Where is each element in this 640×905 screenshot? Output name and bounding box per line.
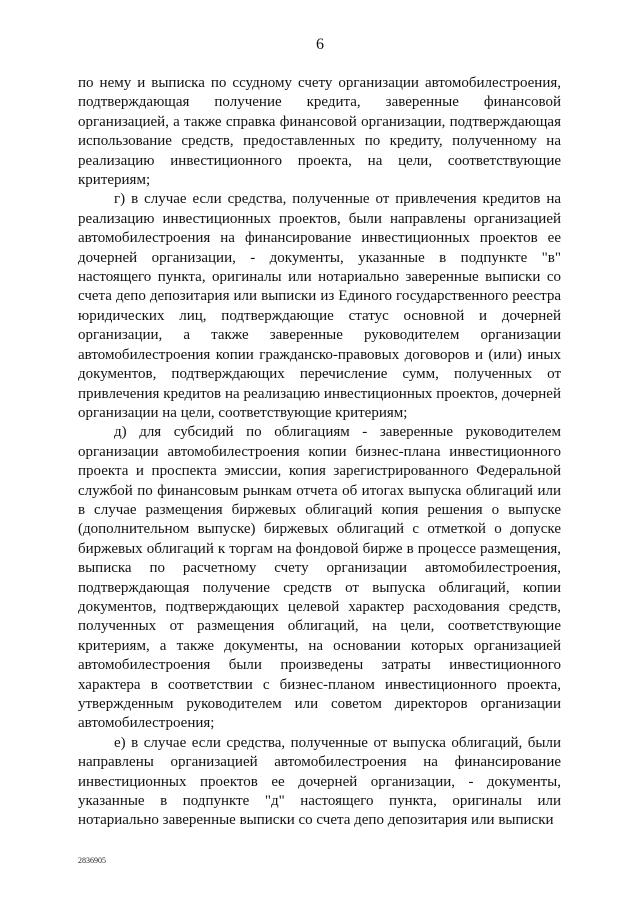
paragraph-item-g: г) в случае если средства, полученные от привлечения кредитов на реализацию инвестиционных проектов, были направлены организацией автомобилестроения на финансирование инвестиционных проектов ее дочерней организации, - документы, указанные в подпункте "в" настоящего пункта, оригиналы или нотариально заверенные выписки со счета депо депозитария или выписки из Единого государственного реестра юридических лиц, подтверждающие статус основной и дочерней организации, а также заверенные руководителем организации автомобилестроения копии гражданско-правовых договоров и (или) иных документов, подтверждающих перечисление сумм, полученных от привлечения кредитов на реализацию инвестиционных проектов, дочерней организации на цели, соответствующие критериям; bbox=[78, 191, 561, 421]
paragraph-continuation: по нему и выписка по ссудному счету организации автомобилестроения, подтверждающая получение кредита, заверенные финансовой организацией, а также справка финансовой организации, подтверждающая использование средств, предоставленных по кредиту, полученному на реализацию инвестиционного проекта, на цели, соответствующие критериям; bbox=[78, 75, 561, 189]
page-number: 6 bbox=[316, 36, 324, 53]
footer-document-code: 2836905 bbox=[78, 856, 106, 865]
paragraph-item-e: е) в случае если средства, полученные от выпуска облигаций, были направлены организацией автомобилестроения на финансирование инвестиционных проектов ее дочерней организации, - документы, указанные в подпункте "д" настоящего пункта, оригиналы или нотариально заверенные выписки со счета депо депозитария или выписки bbox=[78, 734, 561, 829]
document-body bbox=[78, 74, 561, 831]
paragraph-item-d: д) для субсидий по облигациям - заверенные руководителем организации автомобилестроения копии бизнес-плана инвестиционного проекта и проспекта эмиссии, копия зарегистрированного Федеральной службой по финансовым рынкам отчета об итогах выпуска облигаций или в случае размещения биржевых облигаций копия решения о выпуске (дополнительном выпуске) биржевых облигаций с отметкой о допуске биржевых облигаций к торгам на фондовой бирже в процессе размещения, выписка по расчетному счету организации автомобилестроения, подтверждающая получение средств от выпуска облигаций, копии документов, подтверждающих целевой характер расходования средств, полученных от размещения облигаций, на цели, соответствующие критериям, а также документы, на основании которых организацией автомобилестроения были произведены затраты инвестиционного характера в соответствии с бизнес-планом инвестиционного проекта, утвержденным руководителем или советом директоров организации автомобилестроения; bbox=[78, 424, 561, 732]
